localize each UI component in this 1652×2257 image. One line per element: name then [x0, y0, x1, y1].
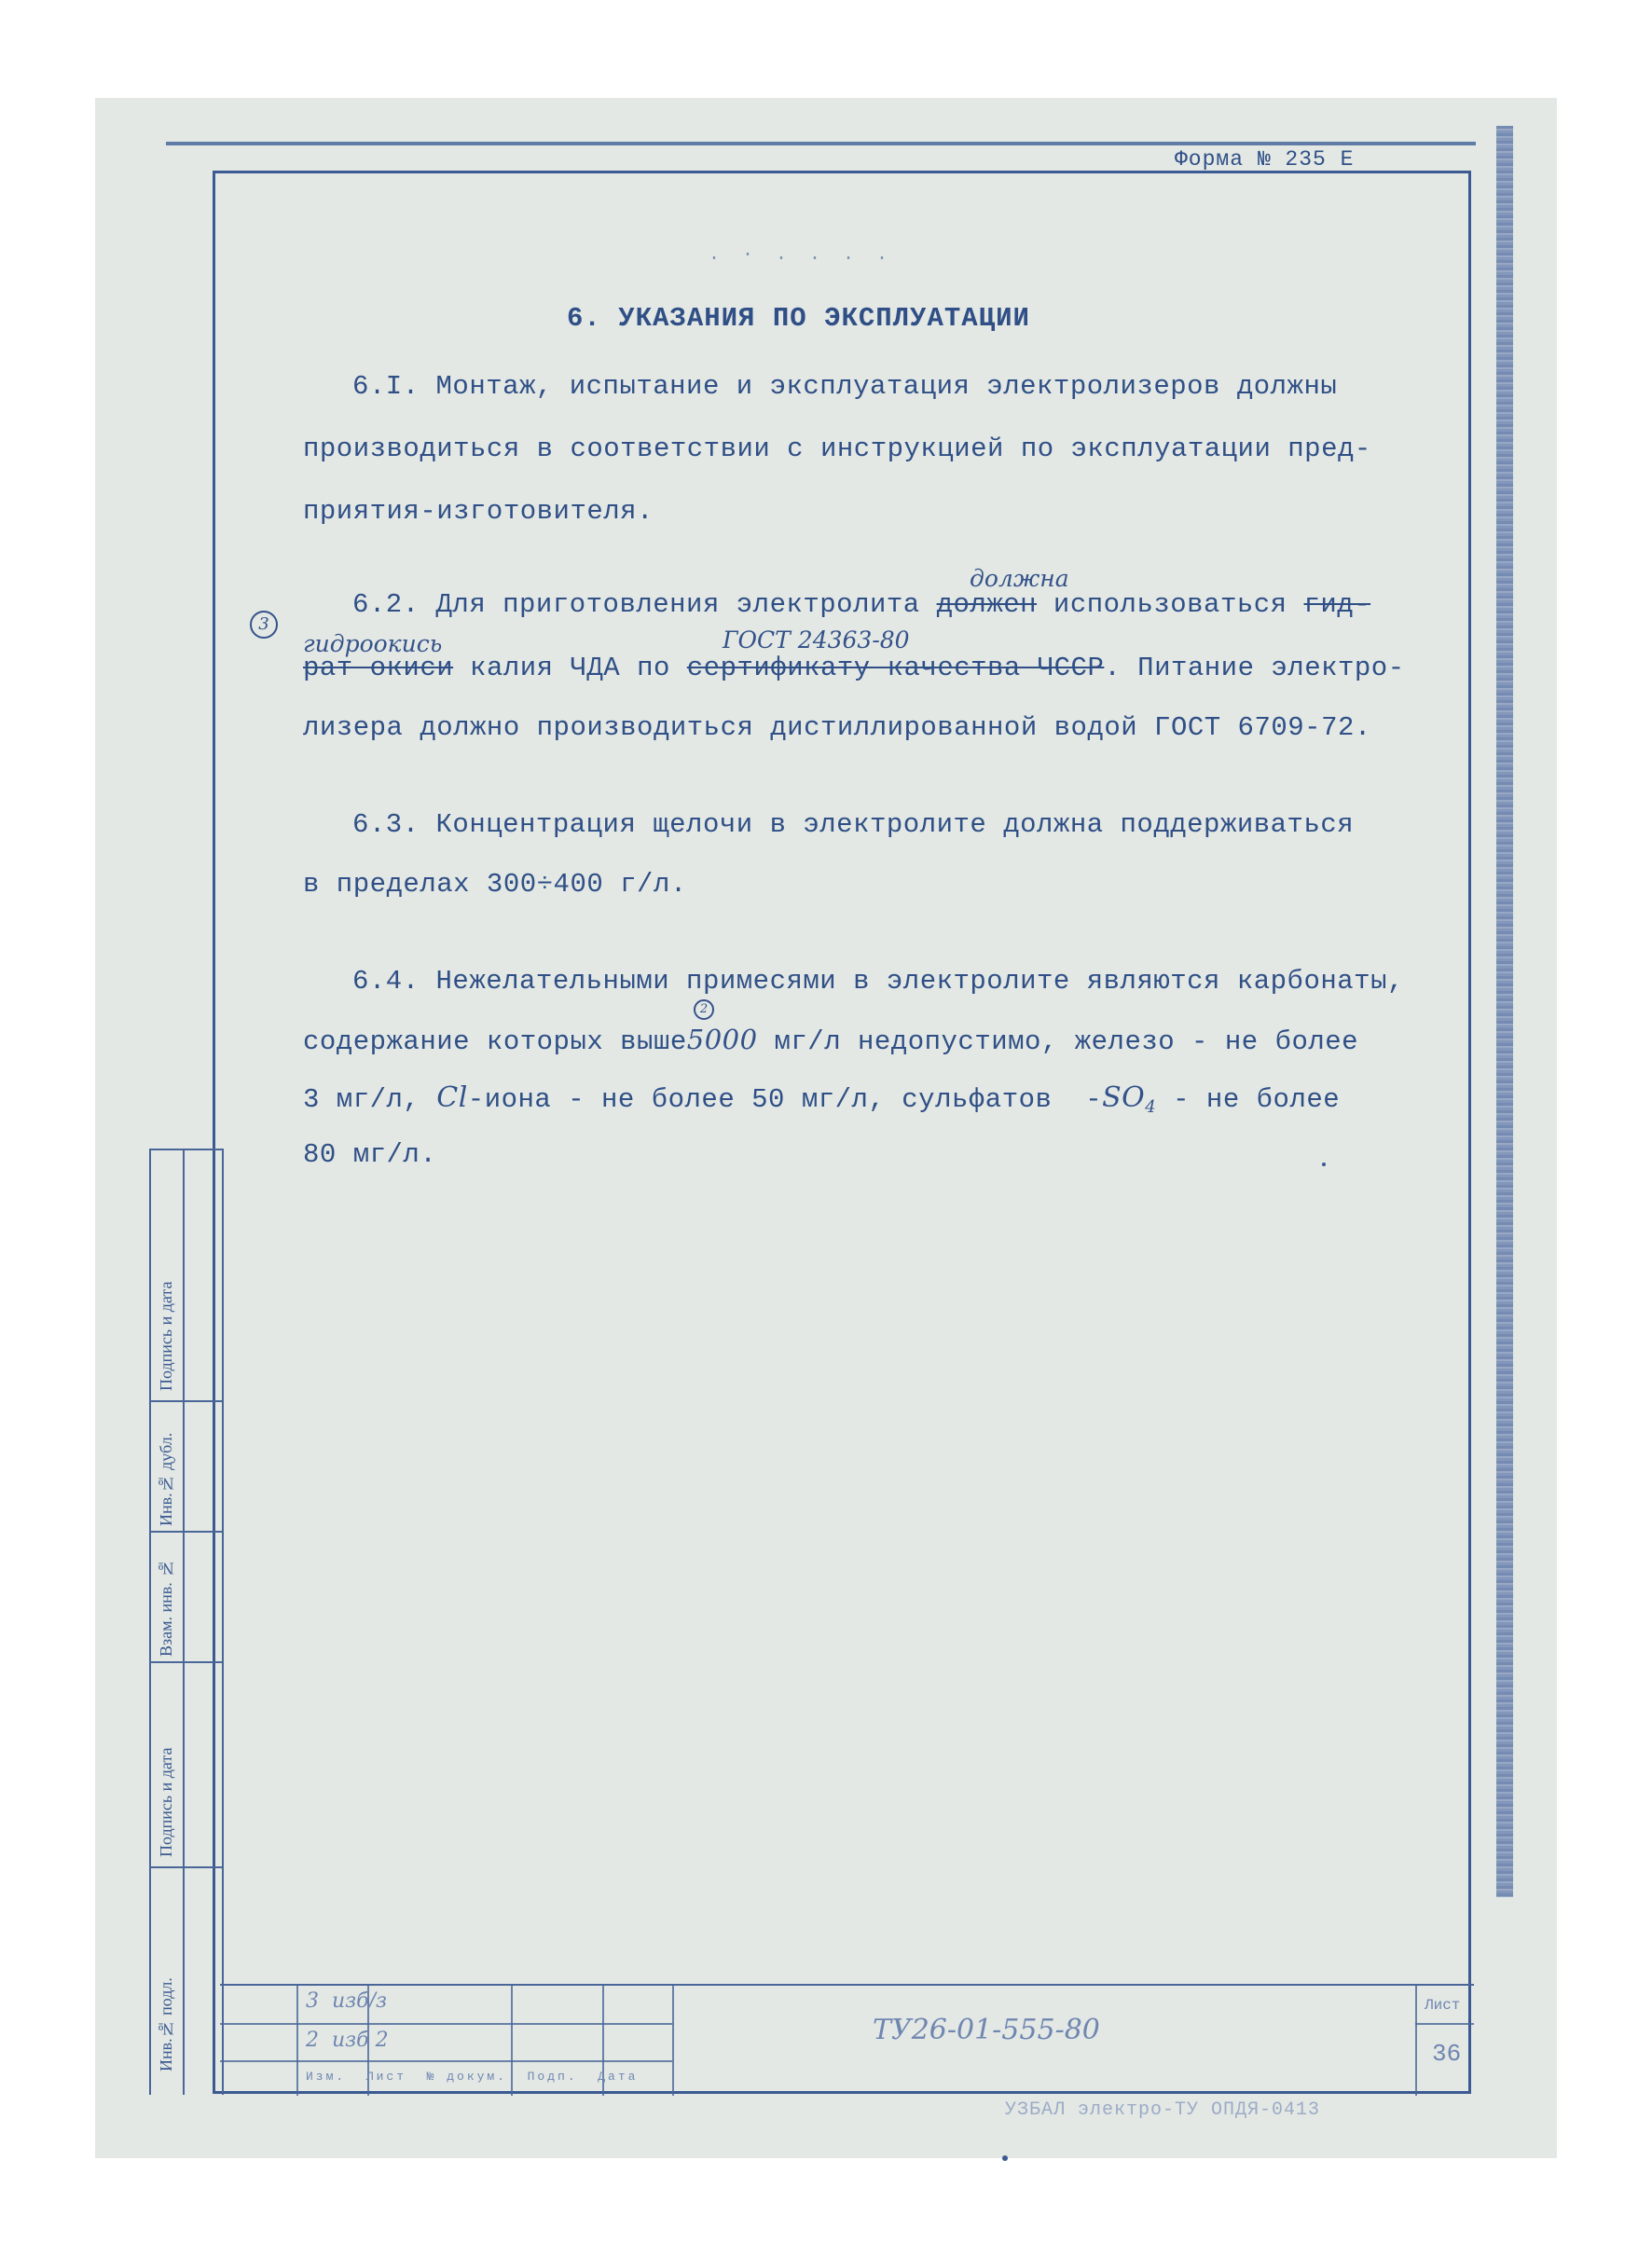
- ink-dot: [1322, 1163, 1326, 1166]
- revision-entry-1: 3 изб/з: [306, 1989, 387, 2013]
- p4-line2: содержание которых выше5000 мг/л недопустимо, железо - не более: [303, 1024, 1359, 1057]
- side-label-signature-date: Подпись и дата: [157, 1281, 175, 1391]
- stamp-divider: [672, 1986, 674, 2096]
- handwritten-correction-2: гидроокись: [303, 630, 443, 657]
- p1-line3: приятия-изготовителя.: [303, 496, 654, 527]
- stamp-divider: [296, 1986, 298, 2096]
- document-designation: ТУ26-01-555-80: [873, 2014, 1100, 2046]
- frame-top-line: [166, 142, 1476, 145]
- handwritten-correction-1: должна: [970, 565, 1069, 592]
- p1-line1: 6.I. Монтаж, испытание и эксплуатация электролизеров должны: [352, 371, 1338, 402]
- ink-dot: [1002, 2155, 1008, 2161]
- section-heading: 6. УКАЗАНИЯ ПО ЭКСПЛУАТАЦИИ: [567, 303, 1030, 334]
- column-divider: [183, 1149, 185, 2095]
- faint-footer-text: УЗБАЛ электро-ТУ ОПДЯ-0413: [1005, 2099, 1321, 2121]
- stamp-divider: [1415, 1986, 1417, 2096]
- stamp-rule: [1415, 2023, 1474, 2025]
- column-rule: [151, 1400, 222, 1402]
- p2-line1: 6.2. Для приготовления электролита должен использоваться гид-: [352, 589, 1371, 620]
- p4-line1: 6.4. Нежелательными примесями в электролите являются карбонаты,: [352, 966, 1404, 997]
- title-block-stamp: [220, 1984, 1474, 2096]
- p3-line2: в пределах 300÷400 г/л.: [303, 869, 687, 900]
- revision-marker-3: 3: [250, 608, 278, 639]
- column-rule: [151, 1661, 222, 1663]
- p1-line2: производиться в соответствии с инструкцией по эксплуатации пред-: [303, 434, 1371, 464]
- side-label-replace-inv: Взам. инв. №: [157, 1559, 175, 1657]
- stamp-rule: [220, 2060, 672, 2062]
- handwritten-correction-3: ГОСТ 24363-80: [723, 626, 910, 654]
- side-label-dup-inv: Инв.№ дубл.: [157, 1432, 175, 1526]
- revision-entry-2: 2 изб 2: [306, 2029, 389, 2052]
- side-label-signature-date-2: Подпись и дата: [157, 1747, 175, 1857]
- stray-marks: . · . . . .: [709, 244, 894, 266]
- stamp-column-labels: Изм. Лист № докум. Подп. Дата: [306, 2070, 639, 2084]
- p2-line2: рат окиси калия ЧДА по сертификату качества ЧССР. Питание электро-: [303, 653, 1405, 683]
- column-rule: [151, 1149, 222, 1150]
- revision-marker-2: 2: [694, 999, 714, 1020]
- sheet-label: Лист: [1425, 1997, 1461, 2014]
- p4-line4: 80 мг/л.: [303, 1139, 437, 1170]
- column-rule: [151, 1866, 222, 1868]
- column-rule: [151, 1531, 222, 1533]
- sheet-number: 36: [1432, 2040, 1462, 2068]
- p4-line3: 3 мг/л, Cl-иона - не более 50 мг/л, сульфатов $-SO_4$ - не более: [303, 1081, 1341, 1117]
- stamp-rule: [220, 2023, 672, 2025]
- side-label-original-inv: Инв.№ подл.: [157, 1977, 175, 2071]
- p2-line3: лизера должно производиться дистиллированной водой ГОСТ 6709-72.: [303, 712, 1371, 743]
- frame-right-edge: [1496, 126, 1513, 1897]
- left-margin-stamp-column: [149, 1149, 224, 2095]
- form-number-label: Форма № 235 Е: [1175, 147, 1355, 172]
- p3-line1: 6.3. Концентрация щелочи в электролите должна поддерживаться: [352, 809, 1355, 840]
